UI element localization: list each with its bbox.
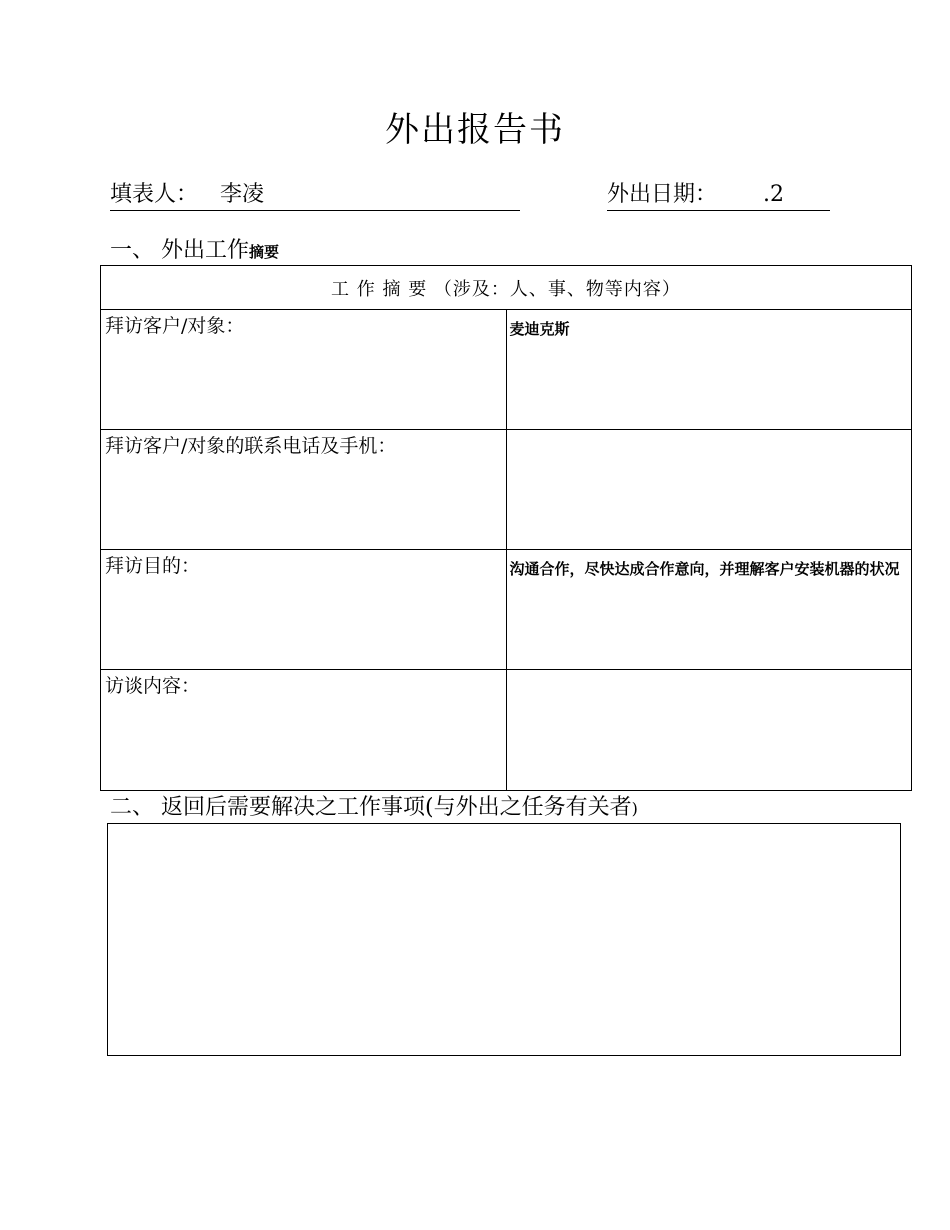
filler-value[interactable]: 李凌 <box>220 182 265 207</box>
row-value[interactable]: 麦迪克斯 <box>506 310 912 430</box>
section-two-heading <box>110 793 638 824</box>
section-two-main: 二、 返回后需要解决之工作事项(与外出之任务有关者 <box>110 795 632 820</box>
row-value[interactable] <box>506 430 912 550</box>
table-row <box>101 310 912 430</box>
date-field <box>607 180 830 211</box>
section-one-prefix: 一、 外出工作 <box>110 238 249 263</box>
table-header-cell: 工 作 摘 要 （涉及：人、事、物等内容） <box>101 266 912 310</box>
tasks-box[interactable] <box>107 823 901 1056</box>
work-summary-table <box>100 265 912 791</box>
row-label: 拜访客户/对象的联系电话及手机： <box>101 430 507 550</box>
table-row <box>101 670 912 791</box>
table-row <box>101 430 912 550</box>
section-one-heading <box>110 236 279 267</box>
date-value[interactable]: .2 <box>763 182 785 207</box>
filler-label: 填表人： <box>110 182 199 207</box>
document-title: 外出报告书 <box>385 110 565 150</box>
row-label: 拜访客户/对象： <box>101 310 507 430</box>
date-label: 外出日期： <box>607 182 718 207</box>
table-row <box>101 550 912 670</box>
section-two-close: ) <box>631 799 638 818</box>
row-label: 访谈内容： <box>101 670 507 791</box>
row-value[interactable]: 沟通合作，尽快达成合作意向，并理解客户安装机器的状况 <box>506 550 912 670</box>
row-value[interactable] <box>506 670 912 791</box>
section-one-suffix: 摘要 <box>249 243 280 261</box>
table-header-row <box>101 266 912 310</box>
row-label: 拜访目的： <box>101 550 507 670</box>
filler-field <box>110 180 520 211</box>
